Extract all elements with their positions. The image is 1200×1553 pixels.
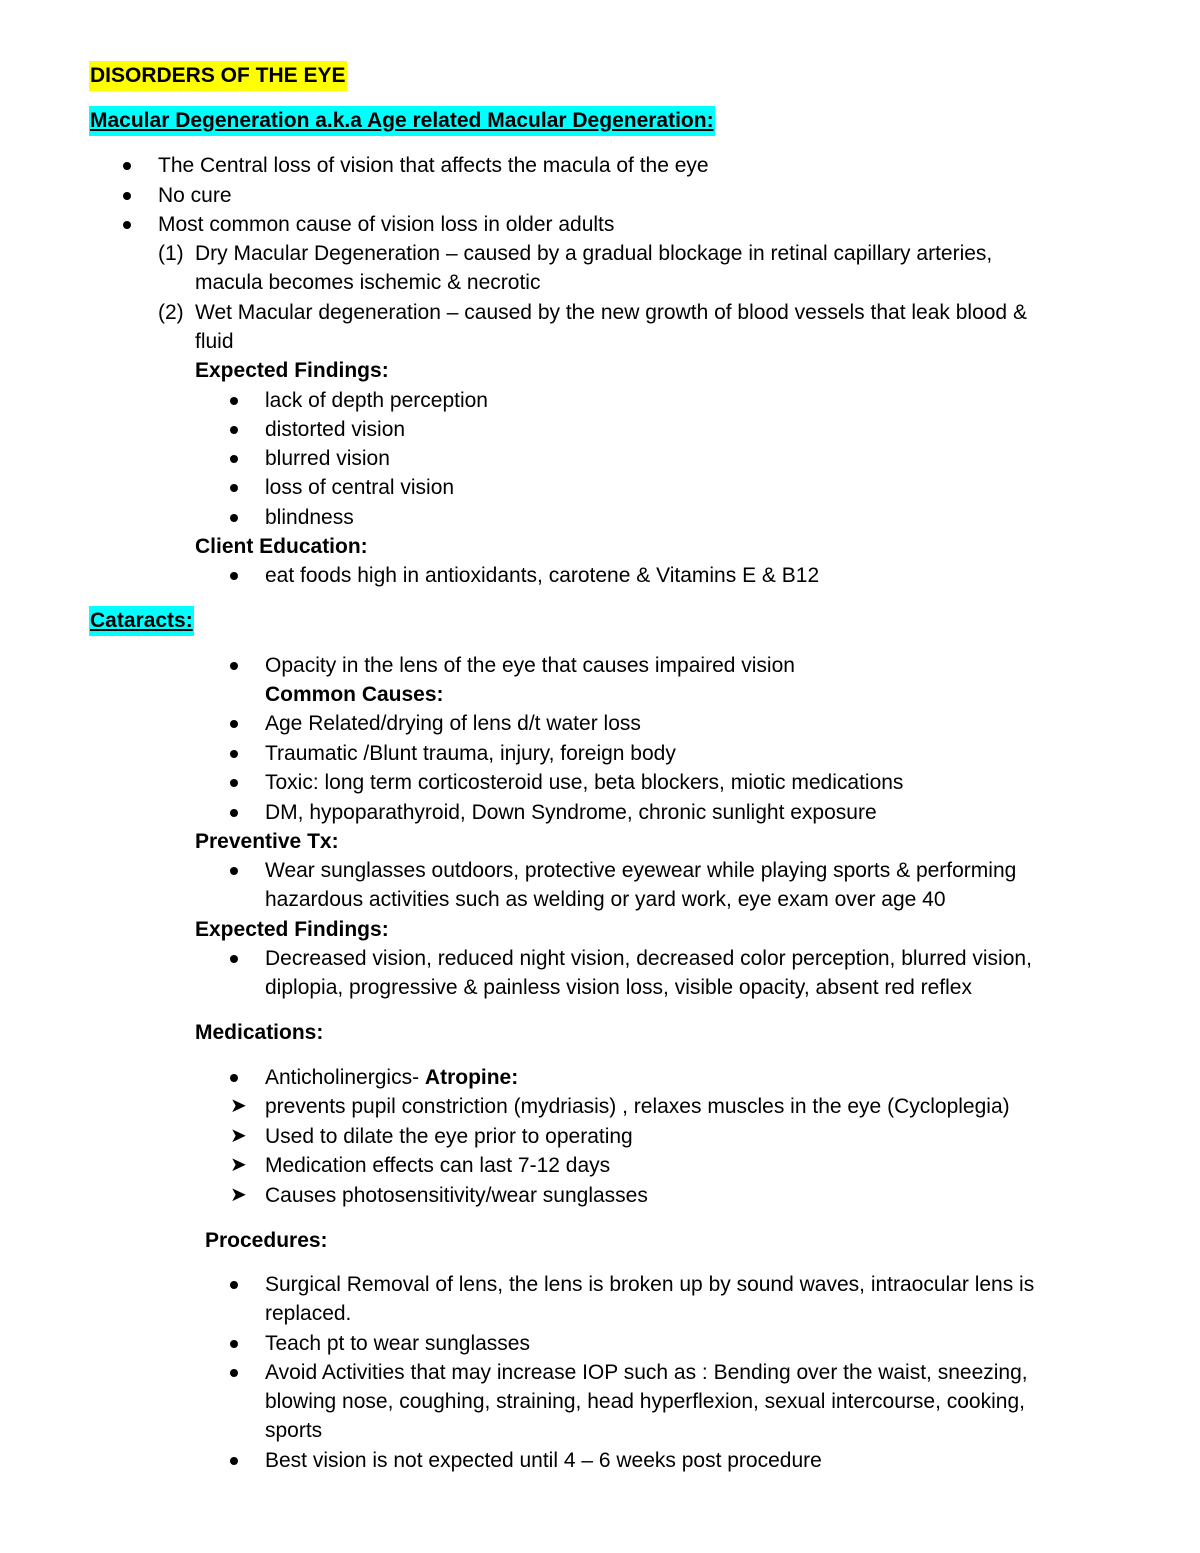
subheading-medications: Medications: xyxy=(195,1021,324,1044)
bullet-icon xyxy=(123,192,131,200)
bullet-icon xyxy=(230,955,238,963)
bullet-icon xyxy=(230,455,238,463)
subheading-expected-findings: Expected Findings: xyxy=(195,359,389,382)
subheading-preventive-tx: Preventive Tx: xyxy=(195,830,339,853)
subheading-procedures: Procedures: xyxy=(205,1229,328,1252)
list-item-continuation: blowing nose, coughing, straining, head hyperflexion, sexual intercourse, cooking, xyxy=(265,1390,1025,1413)
numbered-item-text: macula becomes ischemic & necrotic xyxy=(195,271,541,294)
list-item-continuation: hazardous activities such as welding or yard work, eye exam over age 40 xyxy=(265,888,946,911)
bullet-icon xyxy=(230,514,238,522)
bullet-icon xyxy=(230,1281,238,1289)
section-heading-cataracts: Cataracts: xyxy=(89,606,194,636)
bullet-icon xyxy=(230,720,238,728)
bullet-icon xyxy=(230,750,238,758)
bullet-icon xyxy=(230,867,238,875)
bullet-icon xyxy=(230,484,238,492)
bullet-icon xyxy=(123,221,131,229)
bullet-icon xyxy=(230,779,238,787)
numbered-label: (2) xyxy=(158,301,184,324)
list-item-continuation: replaced. xyxy=(265,1302,352,1325)
bullet-icon xyxy=(230,662,238,670)
bullet-icon xyxy=(230,1074,238,1082)
arrow-bullet-icon: ➤ xyxy=(230,1154,247,1176)
arrow-bullet-icon: ➤ xyxy=(230,1184,247,1206)
bullet-icon xyxy=(123,162,131,170)
list-item-continuation: sports xyxy=(265,1419,323,1442)
numbered-item-text: Dry Macular Degeneration – caused by a gradual blockage in retinal capillary arteries, xyxy=(195,242,993,265)
bullet-icon xyxy=(230,1369,238,1377)
list-item-continuation: diplopia, progressive & painless vision loss, visible opacity, absent red reflex xyxy=(265,976,972,999)
section-heading-macular: Macular Degeneration a.k.a Age related Macular Degeneration: xyxy=(89,106,715,136)
bullet-icon xyxy=(230,1457,238,1465)
bullet-icon xyxy=(230,397,238,405)
numbered-label: (1) xyxy=(158,242,184,265)
arrow-bullet-icon: ➤ xyxy=(230,1125,247,1147)
numbered-item-text: fluid xyxy=(195,330,234,353)
med-class-text: Anticholinergics- xyxy=(265,1066,425,1089)
subheading-expected-findings: Expected Findings: xyxy=(195,918,389,941)
numbered-item-text: Wet Macular degeneration – caused by the new growth of blood vessels that leak blood & xyxy=(195,301,1027,324)
subheading-common-causes: Common Causes: xyxy=(265,683,444,706)
bullet-icon xyxy=(230,1340,238,1348)
bullet-icon xyxy=(230,809,238,817)
page-title: DISORDERS OF THE EYE xyxy=(89,61,347,91)
bullet-icon xyxy=(230,572,238,580)
document-page: DISORDERS OF THE EYE Macular Degeneration a.k.a Age related Macular Degeneration: The Central loss of vision that affects the macula of the eye No cure Most common cause of vision loss in older adults (1) Dry Macular Degeneration – caused by a gradual blockage in retinal capillary arteries, macula becomes ischemic & necrotic (2) Wet Macular degeneration – caused by the new growth of blood vessels that leak blood & fluid Expected Findings: lack of depth perception distorted vision blurred vision loss of central vision blindness Client Education: eat foods high in antioxidants, carotene & Vitamins E & B12 Cataracts: Opacity in the lens of the eye that causes impaired vision Common Causes: Age Related/drying of lens d/t water loss Traumatic /Blunt trauma, injury, foreign body Toxic: long term corticosteroid use, beta blockers, miotic medications DM, hypoparathyroid, Down Syndrome, chronic sunlight exposure Preventive Tx: Wear sunglasses outdoors, protective eyewear while playing sports & performing hazardous activities such as welding or yard work, eye exam over age 40 Expected Findings: Decreased vision, reduced night vision, decreased color perception, blurred vision, diplopia, progressive & painless vision loss, visible opacity, absent red reflex Medications: Anticholinergics- Atropine: ➤ prevents pupil constriction (mydriasis) , relaxes muscles in the eye (Cycloplegia) ➤ Used to dilate the eye prior to operating ➤ Medication effects can last 7-12 days ➤ Causes photosensitivity/wear sunglasses Procedures: Surgical Removal of lens, the lens is broken up by sound waves, intraocular lens is replaced. Teach pt to wear sunglasses Avoid Activities that may increase IOP such as : Bending over the waist, sneezing, blowing nose, coughing, straining, head hyperflexion, sexual intercourse, cooking, sports Best vision is not expected until 4 – 6 weeks post procedure xyxy=(0,0,1200,1553)
bullet-icon xyxy=(230,426,238,434)
arrow-bullet-icon: ➤ xyxy=(230,1095,247,1117)
med-name-text: Atropine: xyxy=(424,1066,519,1089)
subheading-client-education: Client Education: xyxy=(195,535,368,558)
